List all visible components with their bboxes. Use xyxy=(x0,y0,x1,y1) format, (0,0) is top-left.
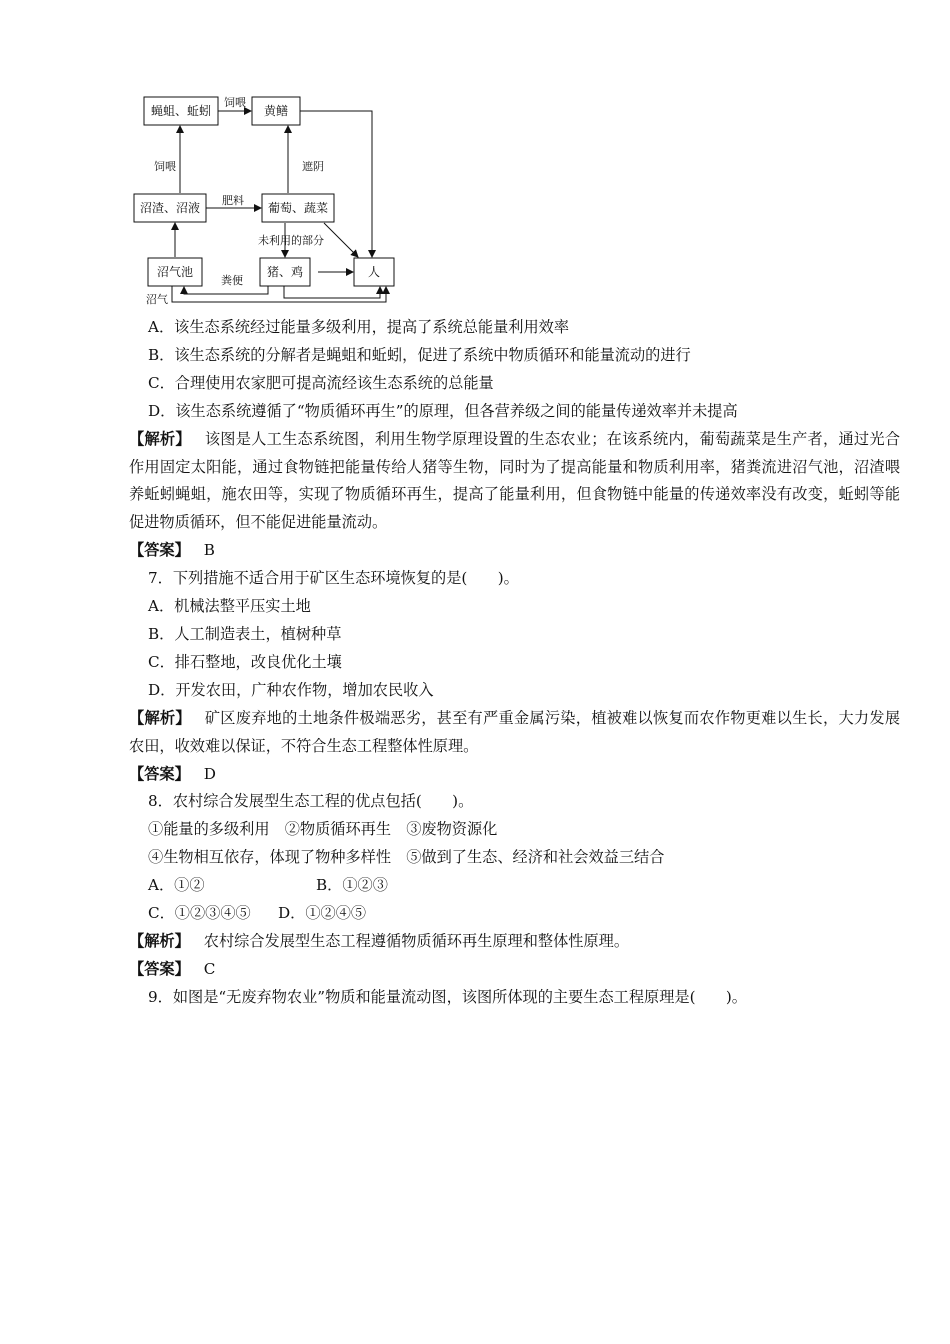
q8-option-b: B．①②③ xyxy=(316,876,388,895)
answer-label: 【答案】 xyxy=(129,959,190,978)
q8-options-cd xyxy=(110,900,900,928)
q7-stem: 7．下列措施不适合用于矿区生态环境恢复的是( )。 xyxy=(148,569,519,588)
node-biogas-pool: 沼气池 xyxy=(156,265,194,279)
q8-stem: 8．农村综合发展型生态工程的优点包括( )。 xyxy=(148,792,474,811)
q7-option-b: B．人工制造表土，植树种草 xyxy=(148,624,342,643)
q8-analysis xyxy=(110,928,900,956)
edge-biogas: 沼气 xyxy=(146,293,168,306)
q6-option-c: C．合理使用农家肥可提高流经该生态系统的总能量 xyxy=(148,373,494,392)
q6-option-d: D．该生态系统遵循了“物质循环再生”的原理，但各营养级之间的能量传递效率并未提高 xyxy=(148,401,738,420)
q9-stem: 9．如图是“无废弃物农业”物质和能量流动图，该图所体现的主要生态工程原理是( )。 xyxy=(148,987,747,1006)
edge-unused: 未利用的部分 xyxy=(258,234,324,247)
analysis-text: 农村综合发展型生态工程遵循物质循环再生原理和整体性原理。 xyxy=(203,931,629,950)
node-grape: 葡萄、蔬菜 xyxy=(267,201,329,215)
q8-options-ab xyxy=(110,872,900,900)
node-pig: 猪、鸡 xyxy=(266,265,304,279)
q8-option-c: C．①②③④⑤ xyxy=(148,904,251,923)
answer-value: C xyxy=(203,959,216,978)
ecosystem-flow-diagram xyxy=(128,88,408,310)
question-content xyxy=(110,314,900,1012)
q7-option-a: A．机械法整平压实土地 xyxy=(148,597,311,616)
analysis-label: 【解析】 xyxy=(129,708,191,727)
q6-analysis xyxy=(110,426,900,538)
q8-option-d: D．①②④⑤ xyxy=(278,904,367,923)
edge-manure: 粪便 xyxy=(221,274,243,287)
answer-label: 【答案】 xyxy=(129,541,190,560)
q8-answer xyxy=(110,956,900,984)
analysis-text: 该图是人工生态系统图，利用生物学原理设置的生态农业；在该系统内，葡萄蔬菜是生产者，通过光合作用固定太阳能，通过食物链把能量传给人猪等生物，同时为了提高能量和物质利用率，猪粪流进沼气池，沼渣喂养蚯蚓蝇蛆，施农田等，实现了物质循环再生，提高了能量利用，但食物链中能量的传递效率没有改变，蚯蚓等能促进物质循环，但不能促进能量流动。 xyxy=(129,429,901,532)
node-eel: 黄鳝 xyxy=(263,104,289,118)
q7-option-d: D．开发农田，广种农作物，增加农民收入 xyxy=(148,680,434,699)
answer-value: B xyxy=(203,541,215,560)
analysis-label: 【解析】 xyxy=(129,429,191,448)
q6-answer xyxy=(110,537,900,565)
edge-shade: 遮阴 xyxy=(302,160,324,173)
edge-fertilizer: 肥料 xyxy=(222,194,244,207)
answer-value: D xyxy=(203,764,216,783)
edge-feed-left: 饲喂 xyxy=(154,160,176,173)
q6-option-b: B．该生态系统的分解者是蝇蛆和蚯蚓，促进了系统中物质循环和能量流动的进行 xyxy=(148,345,691,364)
q6-option-a: A．该生态系统经过能量多级利用，提高了系统总能量利用效率 xyxy=(148,318,570,336)
q7-answer xyxy=(110,761,900,789)
q8-option-a: A．①② xyxy=(148,876,205,895)
q8-items-line1: ①能量的多级利用 ②物质循环再生 ③废物资源化 xyxy=(148,820,498,839)
q7-option-c: C．排石整地，改良优化土壤 xyxy=(148,652,342,671)
analysis-text: 矿区废弃地的土地条件极端恶劣，甚至有严重金属污染，植被难以恢复而农作物更难以生长，大力发展农田，收效难以保证，不符合生态工程整体性原理。 xyxy=(129,708,901,755)
edge-feed-top: 饲喂 xyxy=(224,96,246,109)
q8-items-line2: ④生物相互依存，体现了物种多样性 ⑤做到了生态、经济和社会效益三结合 xyxy=(148,848,665,867)
answer-label: 【答案】 xyxy=(129,764,190,783)
node-human: 人 xyxy=(367,265,381,279)
q7-analysis xyxy=(110,705,900,761)
analysis-label: 【解析】 xyxy=(129,931,190,950)
node-residue: 沼渣、沼液 xyxy=(139,201,201,215)
node-fly: 蝇蛆、蚯蚓 xyxy=(150,104,212,118)
